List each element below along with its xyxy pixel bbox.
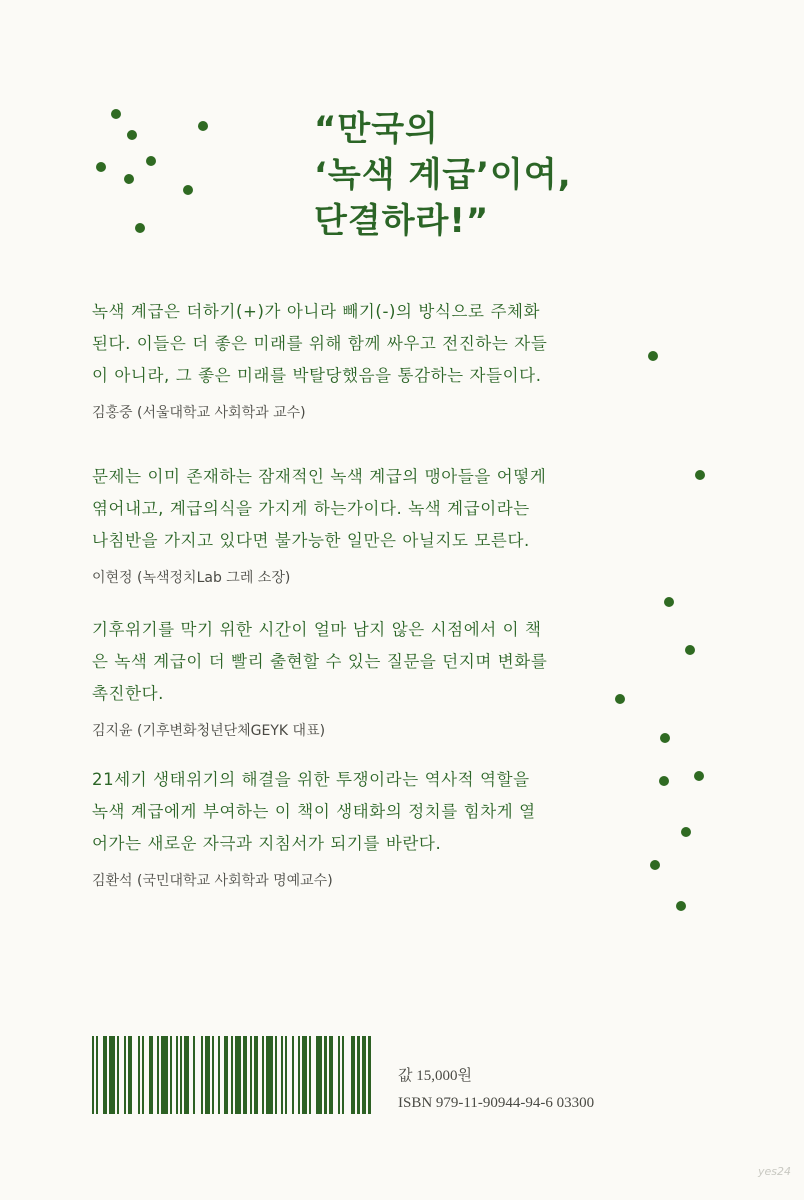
quote-line: 녹색 계급은 더하기(+)가 아니라 빼기(-)의 방식으로 주체화 [92, 302, 541, 321]
quote-author: 김홍중 (서울대학교 사회학과 교수) [92, 405, 306, 421]
quote-line: 은 녹색 계급이 더 빨리 출현할 수 있는 질문을 던지며 변화를 [92, 652, 548, 671]
barcode-bar [117, 1036, 119, 1114]
quote-text [92, 614, 572, 710]
barcode-bar [92, 1036, 94, 1114]
quote-author: 김환석 (국민대학교 사회학과 명예교수) [92, 873, 333, 889]
barcode-bar [212, 1036, 214, 1114]
dot [659, 776, 669, 786]
addon-barcode [298, 1036, 390, 1114]
barcode-bar [224, 1036, 228, 1114]
barcode-bar [180, 1036, 182, 1114]
dot [695, 470, 705, 480]
quote-author: 김지윤 (기후변화청년단체GEYK 대표) [92, 723, 326, 739]
blurb-quote [92, 614, 572, 740]
barcode-bar [184, 1036, 188, 1114]
barcode-bar [96, 1036, 98, 1114]
headline [314, 106, 654, 244]
barcode-bar [302, 1036, 306, 1114]
dot [111, 109, 121, 119]
barcode-bar [266, 1036, 272, 1114]
dot [685, 645, 695, 655]
quote-line: 기후위기를 막기 위한 시간이 얼마 남지 않은 시점에서 이 책 [92, 620, 542, 639]
dot [664, 597, 674, 607]
barcode-bar [201, 1036, 203, 1114]
barcode-bar [149, 1036, 153, 1114]
watermark: yes24 [758, 1165, 792, 1178]
dot [96, 162, 106, 172]
barcode-bar [281, 1036, 283, 1114]
barcode-bar [368, 1036, 370, 1114]
dot [127, 130, 137, 140]
barcode-bar [128, 1036, 132, 1114]
barcode-bar [103, 1036, 107, 1114]
barcode-bar [285, 1036, 287, 1114]
headline-line: 단결하라!” [314, 201, 490, 241]
barcode-bar [275, 1036, 277, 1114]
dot [648, 351, 658, 361]
barcode-bar [243, 1036, 247, 1114]
barcode-bar [193, 1036, 195, 1114]
barcode-bar [235, 1036, 241, 1114]
barcode-bar [142, 1036, 144, 1114]
barcode-bar [351, 1036, 355, 1114]
quote-line: 21세기 생태위기의 해결을 위한 투쟁이라는 역사적 역할을 [92, 770, 530, 789]
blurb-quote [92, 461, 572, 587]
barcode-bar [292, 1036, 294, 1114]
barcode-bar [138, 1036, 140, 1114]
price-isbn [398, 1063, 594, 1117]
quote-text [92, 764, 572, 860]
isbn-label: ISBN 979-11-90944-94-6 03300 [398, 1095, 595, 1111]
barcode-bar [250, 1036, 252, 1114]
quote-line: 된다. 이들은 더 좋은 미래를 위해 함께 싸우고 전진하는 자들 [92, 334, 548, 353]
barcode-bar [157, 1036, 159, 1114]
barcode-bar [362, 1036, 366, 1114]
barcode-bar [124, 1036, 126, 1114]
quote-line: 어가는 새로운 자극과 지침서가 되기를 바란다. [92, 834, 442, 853]
quote-line: 문제는 이미 존재하는 잠재적인 녹색 계급의 맹아들을 어떻게 [92, 467, 547, 486]
barcode-bar [357, 1036, 359, 1114]
barcode-bar [176, 1036, 178, 1114]
barcode-bar [316, 1036, 323, 1114]
dot [198, 121, 208, 131]
quote-text [92, 296, 572, 392]
headline-line: ‘녹색 계급’이여, [314, 155, 572, 195]
price-label: 값 15,000원 [398, 1068, 472, 1084]
dot [135, 223, 145, 233]
quote-author: 이현정 (녹색정치Lab 그레 소장) [92, 570, 291, 586]
barcode-bar [309, 1036, 311, 1114]
dot [615, 694, 625, 704]
dot [146, 156, 156, 166]
quote-text [92, 461, 572, 557]
barcode-bar [205, 1036, 209, 1114]
barcode-bar [342, 1036, 344, 1114]
blurb-quote [92, 296, 572, 422]
barcode-bar [218, 1036, 220, 1114]
barcode-bar [338, 1036, 340, 1114]
dot [124, 174, 134, 184]
quote-line: 나침반을 가지고 있다면 불가능한 일만은 아닐지도 모른다. [92, 531, 530, 550]
quote-line: 녹색 계급에게 부여하는 이 책이 생태화의 정치를 힘차게 열 [92, 802, 536, 821]
barcode-bar [254, 1036, 258, 1114]
dot [183, 185, 193, 195]
quote-line: 촉진한다. [92, 684, 165, 703]
barcode-bar [170, 1036, 172, 1114]
barcode-bar [324, 1036, 326, 1114]
dot [676, 901, 686, 911]
dot [660, 733, 670, 743]
quote-line: 이 아니라, 그 좋은 미래를 박탈당했음을 통감하는 자들이다. [92, 366, 542, 385]
barcode-bar [161, 1036, 167, 1114]
barcode-bar [298, 1036, 300, 1114]
blurb-quote [92, 764, 572, 890]
headline-line: “만국의 [314, 109, 439, 149]
isbn-barcode [92, 1036, 292, 1114]
dot [650, 860, 660, 870]
barcode-bar [231, 1036, 233, 1114]
barcode-bar [262, 1036, 264, 1114]
dot [694, 771, 704, 781]
dot [681, 827, 691, 837]
barcode-bar [109, 1036, 115, 1114]
quote-line: 엮어내고, 계급의식을 가지게 하는가이다. 녹색 계급이라는 [92, 499, 530, 518]
barcode-bar [329, 1036, 333, 1114]
